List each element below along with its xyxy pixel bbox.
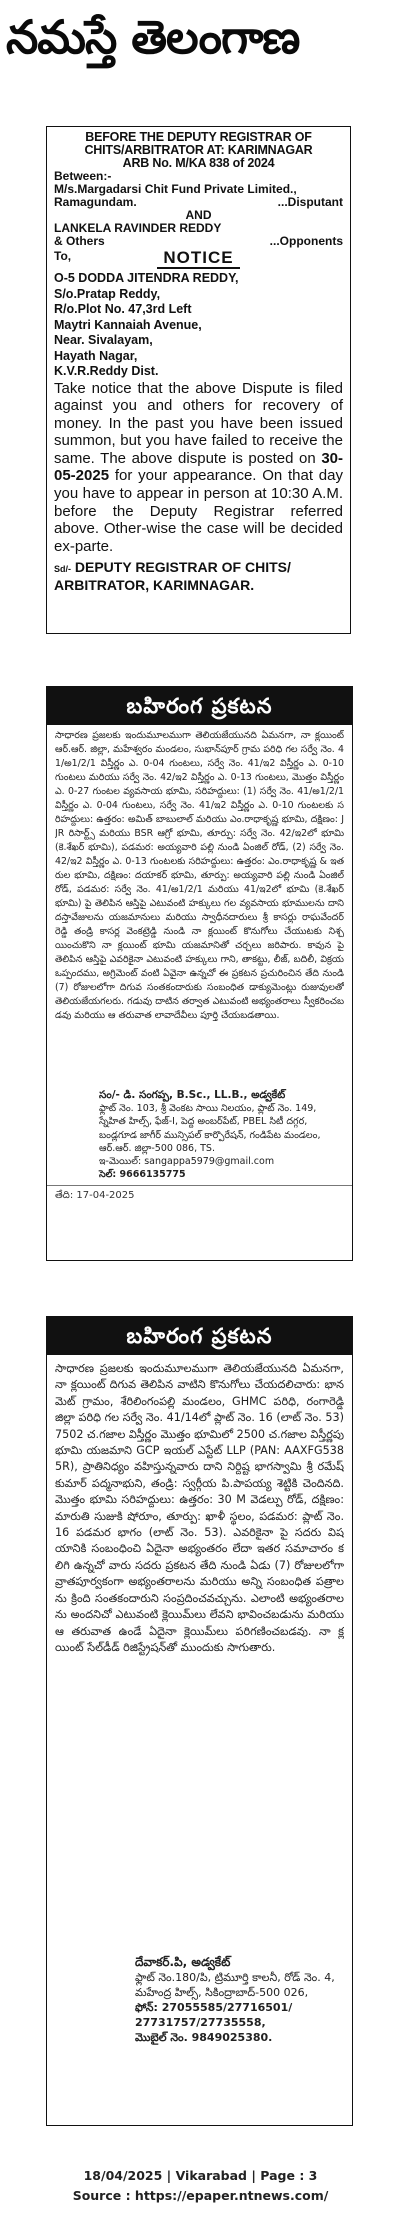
advocate-phone: ఫోన్: 27055585/27716501/ (135, 2001, 293, 2014)
notice-date: తేది: 17-04-2025 (47, 1185, 352, 1206)
notice-body (47, 725, 352, 1206)
notice-text: సాధారణ ప్రజలకు ఇందుమూలముగా తెలియజేయునది ఏమనగా, నా క్లయింట్ ఆర్.ఆర్. జిల్లా, మహేశ్వరం మండలం, సుభాన్‌పూర్ గ్రామ పరిధి గల సర్వే నెం. 41/అ1/2/1 విస్తీర్ణం ఎ. 0-04 గుంటలు, సర్వే నెం. 41/ఇ2 విస్తీర్ణం ఎ. 0-10 గుంటలు మరియు సర్వే నెం. 42/ఇ2 విస్తీర్ణం ఎ. 0-13 గుంటలు, మొత్తం విస్తీర్ణం ఎ. 0-27 గుంటల వ్యవసాయ భూమి, సరిహద్దులు: (1) సర్వే నెం. 41/అ1/2/1 విస్తీర్ణం ఎ. 0-04 గుంటలు, సర్వే నెం. 41/ఇ2 విస్తీర్ణం ఎ. 0-10 గుంటలకు సరిహద్దులు: ఉత్తరం: అమిత్ బాబులాల్ మరియు ఎం.రాధాకృష్ణ భూమి, దక్షిణం: JJR రిసార్ట్స్ మరియు BSR ఆగ్రో భూమి, తూర్పు: సర్వే నెం. 42/ఇ2లో భూమి (కె.శేఖర్ భూమి), పడమర: అయ్యవారి పల్లి నుండి ఏంజిల్ రోడ్, (2) సర్వే నెం. 42/ఇ2 విస్తీర్ణం ఎ. 0-13 గుంటలకు సరిహద్దులు: ఉత్తరం: ఎం.రాధాకృష్ణ & ఇతరుల భూమి, దక్షిణం: దయాకర్ భూమి, తూర్పు: అయ్యవారి పల్లి నుండి ఏంజిల్ రోడ్, పడమర: సర్వే నెం. 41/అ1/2/1 మరియు 41/ఇ2లో భూమి (కె.శేఖర్ భూమి) పై తెలిపిన ఆస్తిపై ఎటువంటి హక్కులు గల వ్యవసాయ భూములను దాని దస్తావేజులను యజమానులు మరియు స్వాధీనదారులు శ్రీ కాసర్లు రాఘవేందర్ రెడ్డి తండ్రి కాసర్ల వెంకట్రెడ్డి నుండి నా క్లయింట్ కొనుగోలు చేయుటకు నిశ్చయించుకొని నా క్లయింట్ భూమి యజమానితో చర్చలు జరిపారు. కావున పై తెలిపిన ఆస్తిపై ఎవరికైనా ఎటువంటి హక్కులు గాని, తాకట్టు, లీజ్, బదిలీ, విక్రయ ఒప్పందము, అగ్రిమెంట్ వంటి ఏవైనా ఉన్నచో ఈ ప్రకటన ప్రచురించిన తేది నుండి (7) రోజులలోగా దిగువ సంతకందారుకు సంబంధిత డాక్యుమెంట్లు రుజువులతో తెలియజేయగలరు. గడువు దాటిన తర్వాత ఎటువంటి అభ్యంతరాలు స్వీకరించబడవు మరియు ఆ తరువాత లావాదేవీలు పూర్తి చేయబడతాయి. (55, 730, 344, 1021)
newspaper-masthead: నమస్తే తెలంగాణ (6, 10, 300, 64)
notice-title: NOTICE (157, 249, 239, 269)
address-line: R/o.Plot No. 47,3rd Left (54, 302, 192, 316)
disputant-role: ...Disputant (277, 195, 343, 209)
advocate-mobile: మొబైల్ నెం. 9849025380. (135, 2031, 273, 2044)
addressee-block (54, 271, 343, 380)
body-text-end: for your appearance. On that day you have to appear in person at 10:30 A.M. before the Deputy Registrar referred above. Other-wise the case will be decided ex-parte. (54, 467, 343, 555)
advocate-name: దేవాకర్.పి, అడ్వకేట్ (135, 1955, 231, 1969)
source-link[interactable]: Source : https://epaper.ntnews.com/ (72, 2188, 329, 2203)
advocate-phone: సెల్: 9666135775 (99, 1169, 186, 1181)
advocate-email: ఇ-మెయిల్: sangappa5979@gmail.com (99, 1156, 275, 1168)
public-notice-clip-2 (46, 1316, 353, 2126)
notice-banner: బహిరంగ ప్రకటన (47, 1317, 352, 1355)
court-notice-clip (46, 126, 351, 634)
advocate-address: ఫ్లాట్ నెం.180/పి, ట్రిమూర్తి కాలనీ, రోడ్ నెం. 4, (135, 1971, 335, 1984)
and-label: AND (185, 208, 212, 222)
address-line: S/o.Pratap Reddy, (54, 286, 161, 301)
signatory: DEPUTY REGISTRAR OF CHITS/ ARBITRATOR, KARIMNAGAR. (54, 559, 291, 594)
signature-block (54, 559, 343, 593)
notice-body (47, 1355, 352, 2045)
case-number: ARB No. M/KA 838 of 2024 (122, 156, 275, 170)
disputant-place: Ramagundam. (54, 195, 137, 209)
opponent-name: LANKELA RAVINDER REDDY (54, 221, 222, 235)
notice-text: సాధారణ ప్రజలకు ఇందుమూలముగా తెలియజేయునది ఏమనగా, నా క్లయింట్ దిగువ తెలిపిన వాటిని కొనుగోలు చేయదలిచారు: భానమెట్ గ్రామం, శేరిలింగంపల్లి మండలం, GHMC పరిధి, రంగారెడ్డి జిల్లా పరిధి గల సర్వే నెం. 41/14లో ప్లాట్ నెం. 16 (లాట్ నెం. 53) 7502 చ.గజాల విస్తీర్ణం మొత్తం భూమిలో 2500 చ.గజాల విస్తీర్ణపు భూమి యజమాని GCP ఇయల్ ఎస్టేట్ LLP (PAN: AAXFG5385R), ప్రాతినిధ్యం వహిస్తున్నవారు దాని నిర్దిష్ట భాగస్వామి శ్రీ రమేష్ కుమార్ పద్మనాభుని, తండ్రి: స్వర్గీయ పి.పాపయ్య శెట్టికి చెందినది. మొత్తం భూమి సరిహద్దులు: ఉత్తరం: 30 M వెడల్పు రోడ్, దక్షిణం: మారుతి సుజుకి షోరూం, తూర్పు: ఖాళీ స్థలం, పడమర: ప్లాట్ నెం. 16 పడమర భాగం (లాట్ నెం. 53). ఎవరికైనా పై సదరు విషయానికి సంబంధించి ఏదైనా అభ్యంతరం లేదా ఇతర సమాచారం కలిగి ఉన్నచో వారు సదరు ప్రకటన తేది నుండి ఏడు (7) రోజులలోగా వ్రాతపూర్వకంగా అభ్యంతరాలను మరియు అన్ని సంబంధిత పత్రాలను క్రింది సంతకందారుని సంప్రదించవచ్చును. ఎలాంటి అభ్యంతరాలను అందనిచో ఎటువంటి క్లెయిమ్‌లు లేవని భావించబడును మరియు ఆ తరువాత ఉండే ఏదైనా క్లెయిమ్‌లు పరిగణించబడవు. నా క్లయింట్ సేల్‌డీడ్ రిజిస్ట్రేషన్‌తో ముందుకు సాగుతారు. (55, 1362, 344, 1654)
to-label: To, (54, 249, 72, 263)
advocate-block (55, 1955, 344, 2045)
hearing-date: 30-05-2025 (54, 449, 343, 485)
disputant-name: M/s.Margadarsi Chit Fund Private Limited., (54, 182, 297, 196)
advocate-block (55, 1089, 344, 1181)
advocate-name: సం/- డి. సంగప్ప, B.Sc., LL.B., అడ్వకేట్ (99, 1089, 286, 1101)
sd-mark: Sd/- (54, 564, 71, 575)
address-line: Hayath Nagar, (54, 348, 138, 363)
opponent-row (54, 235, 343, 248)
public-notice-clip-1 (46, 686, 353, 1261)
notice-heading: BEFORE THE DEPUTY REGISTRAR OF CHITS/ARBITRATOR AT: KARIMNAGAR (84, 130, 313, 157)
address-line: K.V.R.Reddy Dist. (54, 364, 159, 378)
address-line: O-5 DODDA JITENDRA REDDY, (54, 271, 239, 285)
notice-banner: బహిరంగ ప్రకటన (47, 687, 352, 725)
body-text: Take notice that the above Dispute is filed against you and others for recovery of money. In the past you have been issued summon, but you have failed to receive the same. The above dispute is posted on (54, 379, 343, 467)
notice-body (54, 380, 343, 556)
page-info: 18/04/2025 | Vikarabad | Page : 3 (83, 2168, 318, 2183)
between-label: Between:- (54, 169, 112, 183)
advocate-phone: 27731757/27735558, (135, 2016, 266, 2029)
opponent-others: & Others (54, 234, 105, 248)
advocate-address: ఫ్లాట్ నెం. 103, శ్రీ వెంకట సాయి నిలయం, ప్లాట్ నెం. 149, స్నేహిత హిల్స్, ఫేజ్-I, పెద్ద అంబర్‌పేట్, PBEL సిటీ దగ్గర, బండ్లగూడ జాగీర్ మున్సిపల్ కార్పొరేషన్, గండిపేట మండలం, ఆర్.ఆర్. జిల్లా-500 086, TS. (99, 1103, 321, 1154)
address-line: Near. Sivalayam, (54, 333, 153, 347)
advocate-address: మహేంద్ర హిల్స్, సికింద్రాబాద్-500 026, (135, 1986, 309, 1999)
opponent-role: ...Opponents (269, 234, 343, 248)
notice-title-wrap (54, 249, 343, 269)
address-line: Maytri Kannaiah Avenue, (54, 317, 202, 332)
